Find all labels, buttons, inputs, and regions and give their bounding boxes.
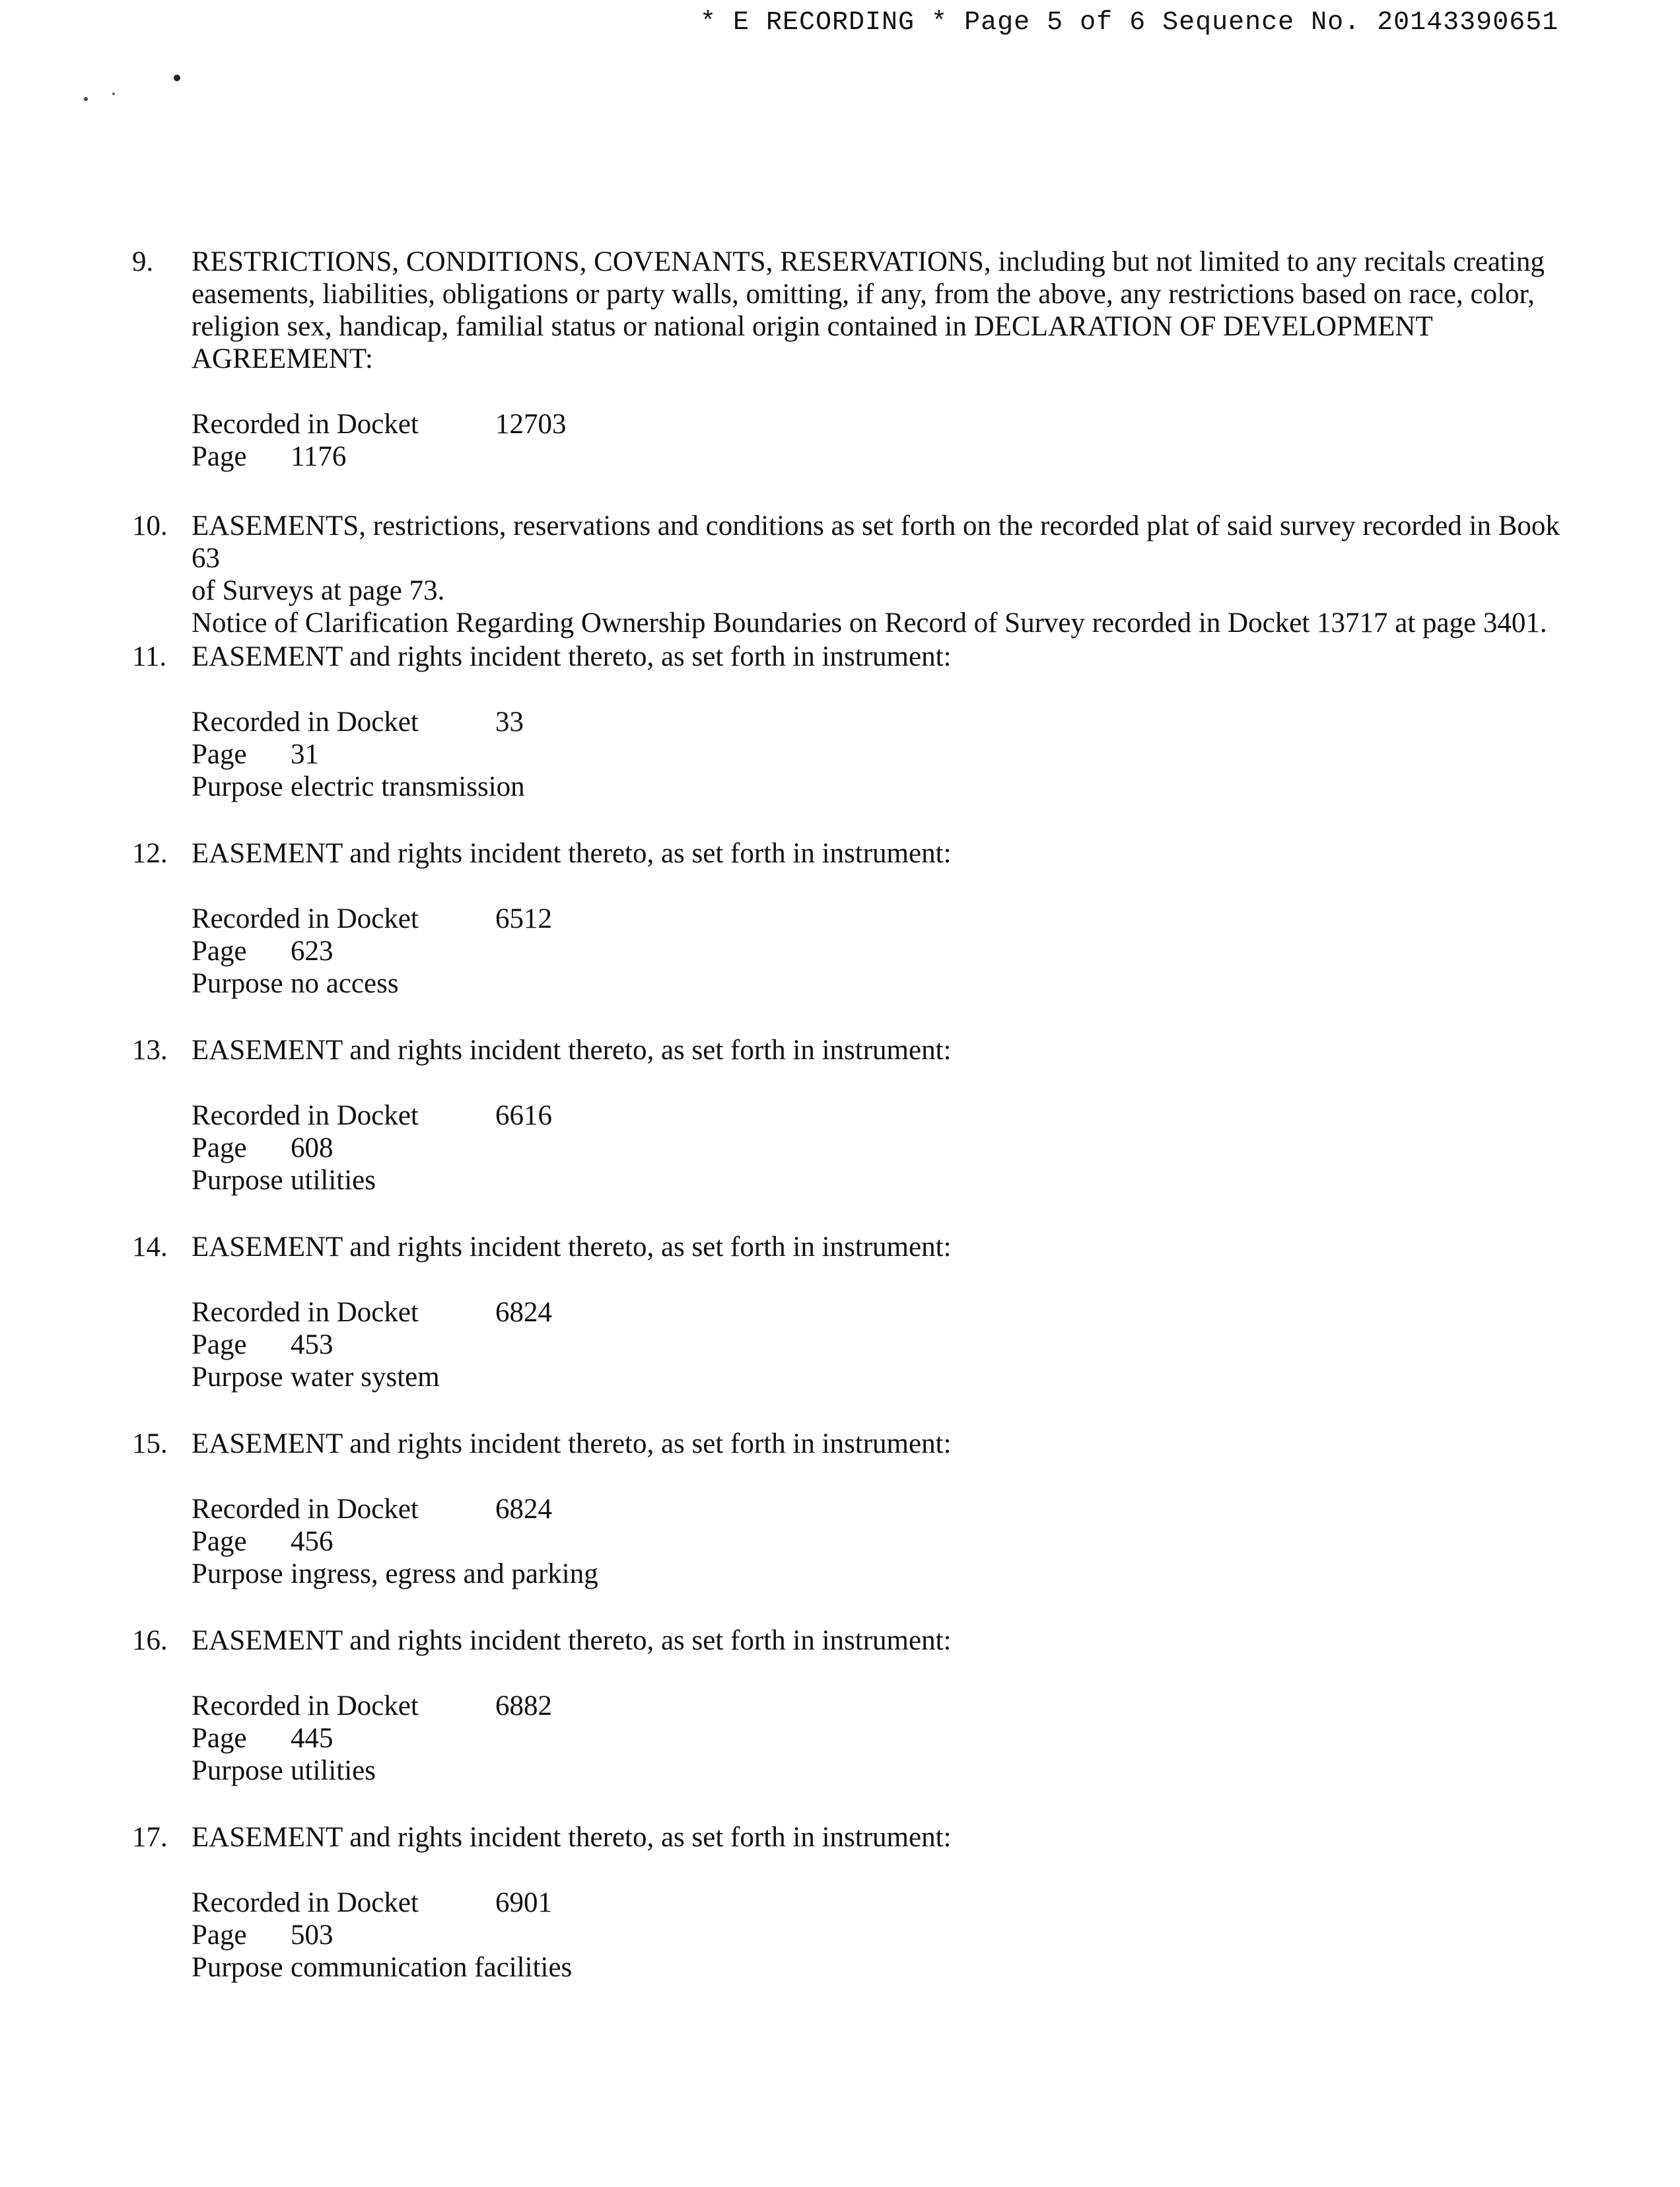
item-text-line: EASEMENT and rights incident thereto, as set forth in instrument: [192, 1428, 952, 1459]
item-text-line: of Surveys at page 73. [192, 575, 445, 606]
item-number: 9. [132, 246, 154, 277]
purpose-label: Purpose [192, 1755, 283, 1786]
recorded-label: Recorded in Docket [192, 903, 419, 934]
docket-number: 6824 [495, 1494, 552, 1525]
item-text-line: EASEMENT and rights incident thereto, as set forth in instrument: [192, 641, 952, 672]
docket-number: 6512 [495, 903, 552, 934]
item-number: 10. [132, 510, 168, 541]
docket-number: 6824 [495, 1297, 552, 1328]
purpose-value: utilities [291, 1755, 376, 1786]
item-text-line: EASEMENT and rights incident thereto, as set forth in instrument: [192, 1625, 952, 1656]
item-16 [132, 1624, 1572, 1787]
item-text-line: EASEMENT and rights incident thereto, as set forth in instrument: [192, 1822, 952, 1853]
item-text-line: religion sex, handicap, familial status or national origin contained in DECLARATION OF DEVELOPMENT [192, 311, 1433, 342]
item-text-line: AGREEMENT: [192, 343, 373, 374]
recorded-in-docket-row [192, 408, 1572, 440]
recorded-label: Recorded in Docket [192, 707, 419, 738]
recorded-in-docket-row [192, 1099, 1572, 1132]
item-text-line: Notice of Clarification Regarding Ownership Boundaries on Record of Survey recorded in Docket 13717 at page 3401. [192, 608, 1547, 639]
item-10 [132, 510, 1572, 639]
item-9 [132, 246, 1572, 473]
page-number: 445 [291, 1723, 333, 1754]
page-row [192, 1722, 1572, 1754]
purpose-label: Purpose [192, 968, 283, 999]
purpose-row [192, 1164, 1572, 1197]
page-label: Page [192, 441, 247, 472]
item-number: 14. [132, 1232, 168, 1263]
recorded-in-docket-row [192, 1296, 1572, 1329]
scan-specks [40, 59, 198, 112]
purpose-label: Purpose [192, 1362, 283, 1393]
item-number: 15. [132, 1428, 168, 1459]
purpose-value: ingress, egress and parking [291, 1558, 598, 1589]
item-text-line: EASEMENTS, restrictions, reservations and conditions as set forth on the recorded plat of said survey recorded in Book 63 [192, 510, 1560, 574]
purpose-label: Purpose [192, 1558, 283, 1589]
item-12 [132, 837, 1572, 1000]
docket-number: 33 [495, 707, 524, 738]
purpose-row [192, 1951, 1572, 1984]
page-row [192, 935, 1572, 967]
docket-number: 6616 [495, 1100, 552, 1131]
page-number: 608 [291, 1132, 333, 1163]
purpose-label: Purpose [192, 1165, 283, 1196]
purpose-label: Purpose [192, 1952, 283, 1983]
page-number: 31 [291, 739, 319, 770]
purpose-value: utilities [291, 1165, 376, 1196]
item-number: 12. [132, 838, 168, 869]
purpose-row [192, 1361, 1572, 1393]
page-row [192, 1132, 1572, 1164]
item-text-line: EASEMENT and rights incident thereto, as set forth in instrument: [192, 1232, 952, 1263]
purpose-row [192, 771, 1572, 803]
item-15 [132, 1428, 1572, 1590]
page-label: Page [192, 739, 247, 770]
item-number: 16. [132, 1625, 168, 1656]
recorded-label: Recorded in Docket [192, 1887, 419, 1918]
page-number: 453 [291, 1329, 333, 1360]
docket-number: 12703 [495, 409, 567, 440]
recorded-in-docket-row [192, 1887, 1572, 1919]
recorded-label: Recorded in Docket [192, 1100, 419, 1131]
purpose-value: electric transmission [291, 771, 525, 802]
item-text-line: EASEMENT and rights incident thereto, as set forth in instrument: [192, 838, 952, 869]
page-label: Page [192, 1723, 247, 1754]
docket-number: 6882 [495, 1690, 552, 1721]
page-row [192, 440, 1572, 473]
page-row [192, 1329, 1572, 1361]
recorded-in-docket-row [192, 1690, 1572, 1722]
page-number: 503 [291, 1920, 333, 1951]
recorded-label: Recorded in Docket [192, 1297, 419, 1328]
item-number: 11. [132, 641, 167, 672]
recorded-label: Recorded in Docket [192, 1690, 419, 1721]
recording-header: * E RECORDING * Page 5 of 6 Sequence No. 20143390651 [700, 8, 1559, 38]
purpose-value: communication facilities [291, 1952, 573, 1983]
page-number: 1176 [291, 441, 347, 472]
recorded-in-docket-row [192, 706, 1572, 738]
page-label: Page [192, 1329, 247, 1360]
item-17 [132, 1821, 1572, 1984]
purpose-label: Purpose [192, 771, 283, 802]
item-14 [132, 1231, 1572, 1393]
purpose-row [192, 1754, 1572, 1787]
recorded-in-docket-row [192, 903, 1572, 935]
page-row [192, 1525, 1572, 1558]
recorded-in-docket-row [192, 1493, 1572, 1525]
item-text-line: easements, liabilities, obligations or party walls, omitting, if any, from the above, any restrictions based on race, color, [192, 279, 1535, 310]
page-label: Page [192, 1920, 247, 1951]
page-label: Page [192, 936, 247, 967]
item-text-line: RESTRICTIONS, CONDITIONS, COVENANTS, RESERVATIONS, including but not limited to any recitals creating [192, 246, 1545, 277]
page-label: Page [192, 1526, 247, 1557]
recorded-label: Recorded in Docket [192, 1494, 419, 1525]
page-label: Page [192, 1132, 247, 1163]
purpose-value: water system [291, 1362, 440, 1393]
page-row [192, 1919, 1572, 1951]
page-number: 456 [291, 1526, 333, 1557]
recorded-label: Recorded in Docket [192, 409, 419, 440]
purpose-value: no access [291, 968, 399, 999]
page-row [192, 738, 1572, 771]
purpose-row [192, 967, 1572, 1000]
item-number: 17. [132, 1822, 168, 1853]
purpose-row [192, 1558, 1572, 1590]
item-13 [132, 1034, 1572, 1197]
page-number: 623 [291, 936, 333, 967]
docket-number: 6901 [495, 1887, 552, 1918]
item-11 [132, 641, 1572, 803]
item-text-line: EASEMENT and rights incident thereto, as set forth in instrument: [192, 1035, 952, 1066]
item-number: 13. [132, 1035, 168, 1066]
